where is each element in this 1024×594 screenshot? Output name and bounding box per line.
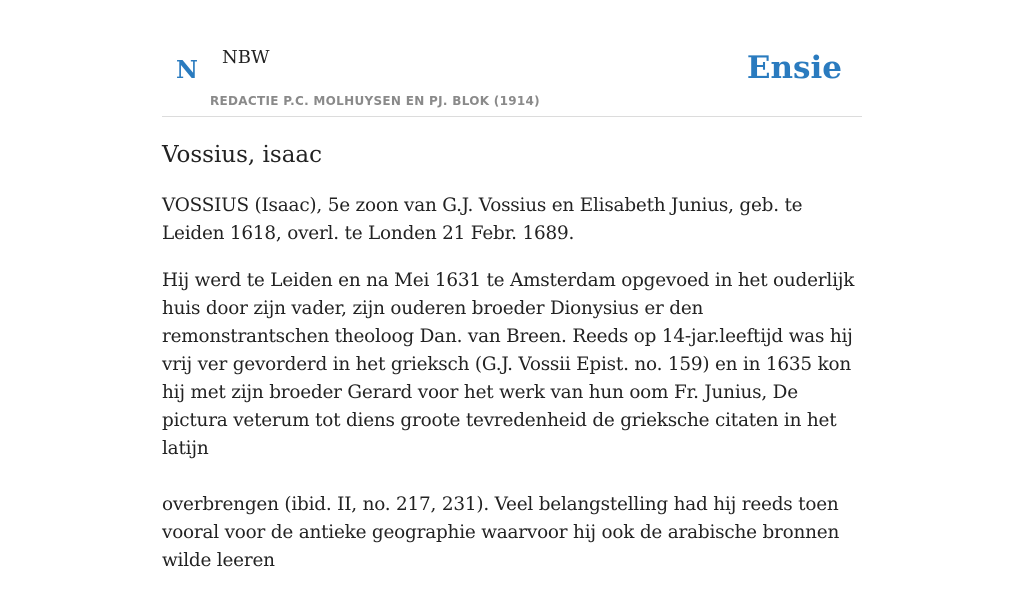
article-paragraph: overbrengen (ibid. II, no. 217, 231). Veel belangstelling had hij reeds toen vooral voor de antieke geographie waarvoor hij ook de arabische bronnen wilde leeren	[162, 494, 840, 571]
source-editors: REDACTIE P.C. MOLHUYSEN EN PJ. BLOK (1914)	[210, 94, 540, 108]
source-name-link[interactable]: NBW	[222, 47, 270, 68]
article-paragraph: VOSSIUS (Isaac), 5e zoon van G.J. Vossius en Elisabeth Junius, geb. te Leiden 1618, overl. te Londen 21 Febr. 1689.	[162, 195, 803, 244]
article-paragraph: Hij werd te Leiden en na Mei 1631 te Amsterdam opgevoed in het ouderlijk huis door zijn vader, zijn ouderen broeder Dionysius er den remonstrantschen theoloog Dan. van Breen. Reeds op 14-jar.leeftijd was hij vrij ver gevorderd in het grieksch (G.J. Vossii Epist. no. 159) en in 1635 kon hij met zijn broeder Gerard voor het werk van hun oom Fr. Junius, De pictura veterum tot diens groote tevredenheid de grieksche citaten in het latijn	[162, 270, 855, 459]
ensie-logo-link[interactable]: Ensie	[746, 50, 842, 86]
article-title: Vossius, isaac	[162, 142, 323, 168]
source-logo[interactable]: N	[176, 55, 198, 84]
header	[162, 0, 862, 117]
article-body	[162, 192, 868, 594]
